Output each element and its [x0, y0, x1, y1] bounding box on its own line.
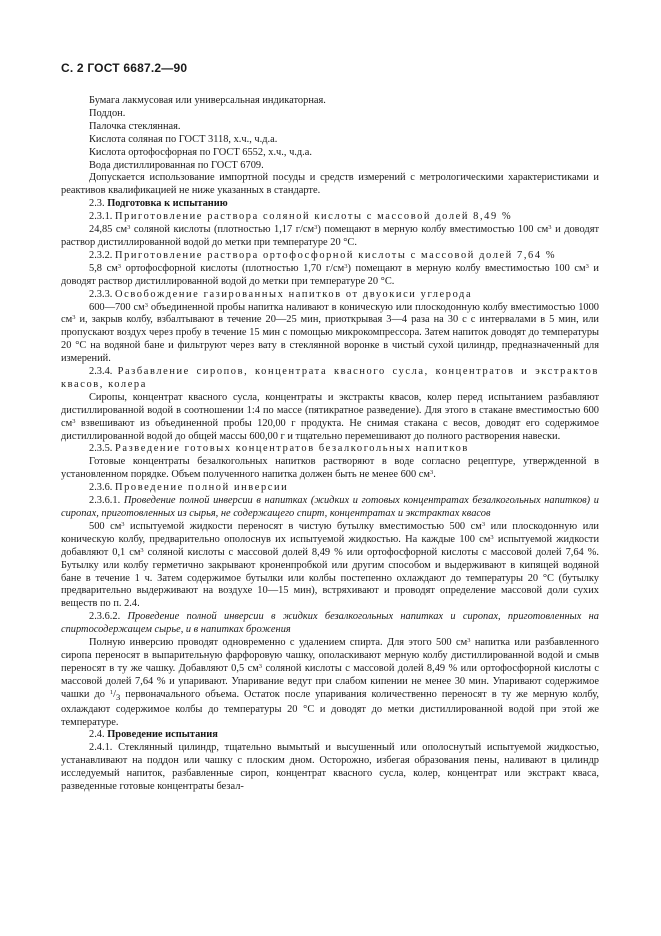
section-heading	[61, 495, 599, 521]
section-title: Проведение испытания	[107, 729, 218, 741]
section-number: 2.3.6.2.	[89, 611, 121, 623]
list-item: Кислота соляная по ГОСТ 3118, х.ч., ч.д.а.	[89, 133, 278, 145]
section-heading	[61, 366, 599, 392]
paragraph: 5,8 $см^3$ ортофосфорной кислоты (плотностью 1,70 $г/см^3$) помещают в мерную колбу вместимостью 100 $см^3$ и доводят раствор дистиллированной водой до метки при температуре 20 °С.	[61, 262, 599, 287]
section-title: Проведение полной инверсии	[115, 482, 289, 494]
section-number: 2.3.6.1.	[89, 495, 121, 507]
section-heading	[61, 211, 599, 224]
paragraph: Полную инверсию проводят одновременно с удалением спирта. Для этого 500 $см^3$ напитка или разбавленного сиропа переносят в выпарительную фарфоровую чашку, ополаскивают мерную колбу дистиллированной водой и смыв переносят в ту же чашку. Добавляют 0,5 $см^3$ соляной кислоты с массовой долей 8,49 % или ортофосфорной кислоты с массовой долей 7,64 % и упаривают. Упаривание ведут при слабом кипении не менее 30 мин. Упаривают содержимое чашки до $^1/_3$ первоначального объема. Остаток после упаривания количественно переносят в ту же мерную колбу, охлаждают содержимое колбы до температуры 20 °С и доводят до метки дистиллированной водой при этой же температуре.	[61, 637, 599, 728]
section-number: 2.3.3.	[89, 288, 113, 300]
section-number: 2.3.1.	[89, 211, 113, 223]
section-title: Проведение полной инверсии в жидких безалкогольных напитках и сиропах, приготовленных на спиртосодержащем сырье, и в напитках брожения	[61, 611, 599, 636]
list-item: Кислота ортофосфорная по ГОСТ 6552, х.ч., ч.д.а.	[89, 146, 312, 158]
paragraph: 2.4.1. Стеклянный цилиндр, тщательно вымытый и высушенный или ополоснутый испытуемой жидкостью, устанавливают на поддон или чашку с плоским дном. Осторожно, избегая образования пены, наливают в цилиндр исследуемый напиток, разбавленные сироп, концентрат квасного сусла, колер, концентрат или экстракт кваса, разведенные готовые концентраты безал-	[61, 742, 599, 793]
paragraph: 600—700 $см^3$ объединенной пробы напитка наливают в коническую или плоскодонную колбу вместимостью 1000 $см^3$ и, закрыв колбу, взбалтывают в течение 20—25 мин, приоткрывая 3—4 раза на 30 с с интервалами в 5 мин, или пропускают воздух через пробу в течение 15 мин с помощью микрокомпрессора. Затем напиток доводят до температуры 20 °С на водяной бане и фильтруют через вату в стеклянной воронке в чистый сухой цилиндр, предназначенный для измерений.	[61, 301, 599, 365]
document-body	[61, 95, 599, 794]
paragraph: Готовые концентраты безалкогольных напитков растворяют в воде согласно рецептуре, утвержденной в установленном порядке. Объем полученного напитка должен быть не менее 600 $см^3$.	[61, 456, 599, 481]
section-title: Разведение готовых концентратов безалкогольных напитков	[115, 443, 469, 455]
section-title: Приготовление раствора соляной кислоты с массовой долей 8,49 %	[115, 211, 513, 223]
section-title: Приготовление раствора ортофосфорной кислоты с массовой долей 7,64 %	[115, 249, 557, 261]
list-item: Палочка стеклянная.	[89, 120, 181, 132]
section-number: 2.4.	[89, 729, 105, 741]
section-number: 2.3.4.	[89, 366, 113, 378]
section-number: 2.3.2.	[89, 249, 113, 261]
list-item: Бумага лакмусовая или универсальная индикаторная.	[89, 95, 326, 106]
list-item: Вода дистиллированная по ГОСТ 6709.	[89, 159, 264, 171]
section-heading	[61, 729, 599, 742]
paragraph: 24,85 $см^3$ соляной кислоты (плотностью 1,17 $г/см^3$) помещают в мерную колбу вместимостью 100 $см^3$ и доводят раствор дистиллированной водой до метки при температуре 20 °С.	[61, 224, 600, 248]
paragraph: Сиропы, концентрат квасного сусла, концентраты и экстракты квасов, колер перед испытанием разбавляют дистиллированной водой в соотношении 1:4 по массе (пятикратное разведение). Для этого в стакане вместимостью 600 $см^3$ взвешивают из объединенной пробы 120,00 г продукта. Не снимая стакана с весов, доводят его содержимое дистиллированной водой до общей массы 600,00 г и тщательно перемешивают до полного растворения навески.	[61, 391, 599, 442]
section-heading	[61, 611, 599, 637]
section-number: 2.3.5.	[89, 443, 113, 455]
section-title: Освобождение газированных напитков от двуокиси углерода	[115, 288, 473, 300]
section-heading	[61, 443, 599, 456]
list-item: Поддон.	[89, 107, 126, 119]
section-title: Подготовка к испытанию	[107, 198, 228, 210]
section-heading	[61, 482, 599, 495]
section-title: Разбавление сиропов, концентрата квасного сусла, концентратов и экстрактов квасов, колера	[61, 366, 599, 390]
page-header: С. 2 ГОСТ 6687.2—90	[61, 61, 188, 75]
section-heading	[61, 289, 599, 302]
paragraph: Допускается использование импортной посуды и средств измерений с метрологическими характеристиками и реактивов квалификацией не ниже указанных в стандарте.	[61, 172, 599, 197]
section-heading	[61, 198, 599, 211]
section-number: 2.3.6.	[89, 482, 113, 494]
section-title: Проведение полной инверсии в напитках (жидких и готовых концентратах безалкогольных напитков) и сиропах, приготовленных из сырья, не содержащего спирт, концентратах и экстрактах квасов	[61, 495, 599, 519]
paragraph: 500 $см^3$ испытуемой жидкости переносят в чистую бутылку вместимостью 500 $см^3$ или плоскодонную или коническую колбу, предварительно ополоснув их испытуемой жидкостью. На каждые 100 $см^3$ испытуемой жидкости добавляют 0,1 $см^3$ соляной кислоты с массовой долей 8,49 % или ортофосфорной кислоты с массовой долей 7,64 %. Бутылку или колбу герметично закрывают кроненпробкой или другим способом и выдерживают в кипящей водяной бане в течение 1 ч. Затем содержимое бутылки или колбы постепенно охлаждают до температуры 20 °С (бутылку предварительно выдерживают на воздухе 10—15 мин), встряхивают и проводят определение массовой доли сухих веществ по п. 2.4.	[61, 520, 600, 610]
section-heading	[61, 250, 599, 263]
section-number: 2.3.	[89, 198, 105, 210]
